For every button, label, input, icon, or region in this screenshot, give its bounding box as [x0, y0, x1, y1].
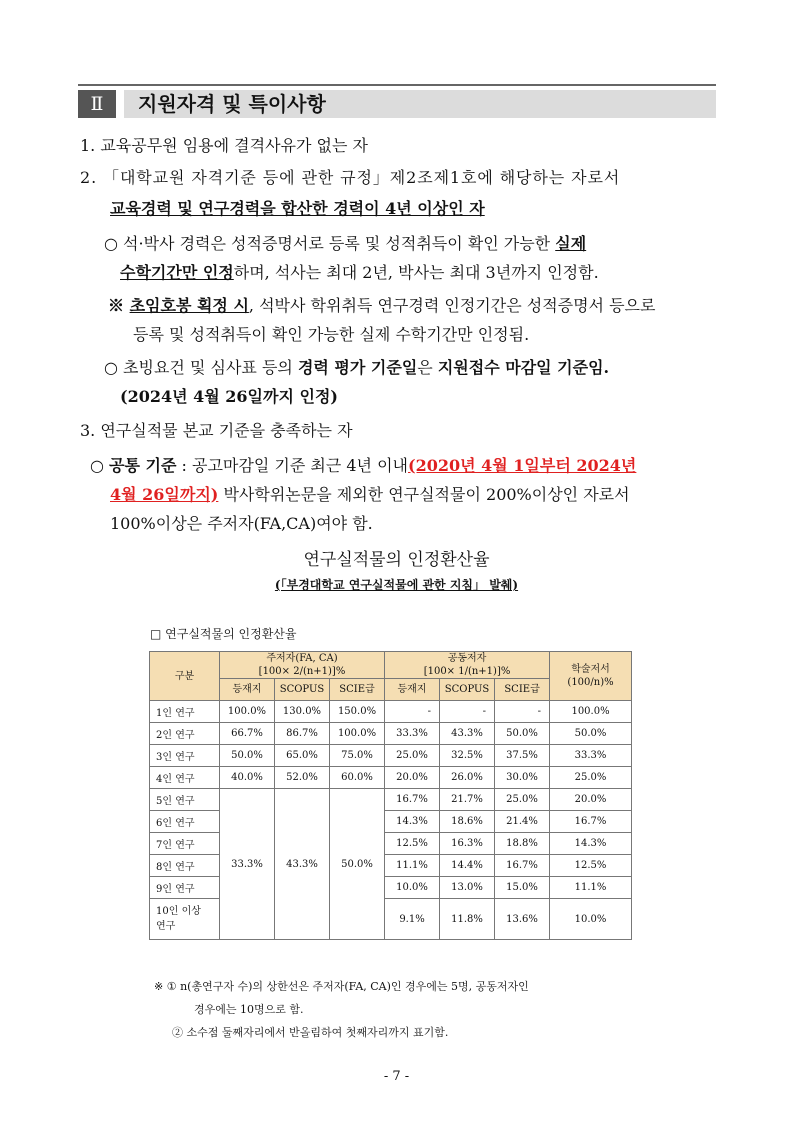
table-cell: 9.1%: [385, 899, 440, 940]
table-cell: 18.8%: [495, 833, 550, 855]
line-10: 3. 연구실적물 본교 기준을 충족하는 자: [80, 421, 353, 440]
table-cell: 14.4%: [440, 855, 495, 877]
line-6-text: , 석박사 학위취득 연구경력 인정기간은 성적증명서 등으로: [248, 296, 656, 315]
merged-cell: 33.3%: [220, 789, 275, 940]
table-cell: 20.0%: [385, 767, 440, 789]
note-2: 경우에는 10명으로 함.: [194, 1003, 304, 1016]
line-6: [108, 293, 655, 316]
table-cell: 130.0%: [275, 701, 330, 723]
line-12: [110, 482, 630, 505]
line-4: [104, 231, 586, 254]
line-11-date: (2020년 4월 1일부터 2024년: [408, 456, 637, 475]
note-1: ※ ① n(총연구자 수)의 상한선은 주저자(FA, CA)인 경우에는 5명, 공동저자인: [154, 980, 529, 993]
subheader-cell: SCOPUS: [275, 679, 330, 701]
table-cell: 13.0%: [440, 877, 495, 899]
table-row: [150, 767, 632, 789]
row-label: 8인 연구: [150, 855, 220, 877]
line-5-emph: 수학기간만 인정: [120, 263, 234, 282]
table-cell: 20.0%: [550, 789, 632, 811]
line-6-emph: 초임호봉 획정 시: [129, 296, 249, 315]
line-8: [104, 355, 609, 378]
row-label: 3인 연구: [150, 745, 220, 767]
section-title: 지원자격 및 특이사항: [124, 90, 716, 118]
table-cell: 10.0%: [385, 877, 440, 899]
table-cell: 66.7%: [220, 723, 275, 745]
table-cell: 16.7%: [550, 811, 632, 833]
line-3: 교육경력 및 연구경력을 합산한 경력이 4년 이상인 자: [110, 199, 485, 218]
section-number: Ⅱ: [78, 90, 116, 118]
subheader-cell: SCIE급: [330, 679, 385, 701]
table-cell: 21.7%: [440, 789, 495, 811]
line-8-emph2: 지원접수 마감일 기준임.: [437, 358, 610, 377]
table-row: [150, 789, 632, 811]
line-2: 2. 「대학교원 자격기준 등에 관한 규정」제2조제1호에 해당하는 자로서: [80, 168, 621, 187]
table-cell: 65.0%: [275, 745, 330, 767]
header-main-formula: [100× 2/(n+1)]%: [258, 666, 346, 677]
table-cell: 26.0%: [440, 767, 495, 789]
subheader-cell: 등재지: [220, 679, 275, 701]
table-cell: 30.0%: [495, 767, 550, 789]
table-cell: -: [495, 701, 550, 723]
line-8-text: ○ 초빙요건 및 심사표 등의: [104, 358, 298, 377]
table-cell: 11.1%: [385, 855, 440, 877]
table-cell: 25.0%: [385, 745, 440, 767]
table-cell: 25.0%: [495, 789, 550, 811]
table-cell: 14.3%: [385, 811, 440, 833]
table-cell: 16.7%: [495, 855, 550, 877]
table-cell: 100.0%: [220, 701, 275, 723]
table-cell: 100.0%: [330, 723, 385, 745]
line-4-emph: 실제: [555, 234, 587, 253]
table-cell: 16.7%: [385, 789, 440, 811]
line-5: [120, 260, 599, 283]
row-label: 4인 연구: [150, 767, 220, 789]
table-cell: 32.5%: [440, 745, 495, 767]
table-cell: 86.7%: [275, 723, 330, 745]
section-header: [78, 84, 716, 120]
row-label: 2인 연구: [150, 723, 220, 745]
table-cell: 33.3%: [385, 723, 440, 745]
table-cell: 12.5%: [550, 855, 632, 877]
source-note: (「부경대학교 연구실적물에 관한 지침」 발췌): [274, 578, 519, 592]
line-11-mark: ○: [90, 456, 110, 475]
table-cell: 11.1%: [550, 877, 632, 899]
line-7: 등록 및 성적취득이 확인 가능한 실제 수학기간만 인정됨.: [133, 325, 530, 344]
table-cell: 50.0%: [220, 745, 275, 767]
table-cell: 150.0%: [330, 701, 385, 723]
table-cell: 25.0%: [550, 767, 632, 789]
page-number: - 7 -: [383, 1069, 410, 1084]
header-co-label: 공동저자: [447, 653, 487, 664]
table-cell: 12.5%: [385, 833, 440, 855]
table-cell: 100.0%: [550, 701, 632, 723]
row-label: 10인 이상 연구: [150, 899, 220, 940]
table-row: [150, 701, 632, 723]
subheader-cell: 등재지: [385, 679, 440, 701]
line-11: [90, 453, 636, 476]
table-cell: 16.3%: [440, 833, 495, 855]
header-book: [550, 652, 632, 701]
table-cell: 75.0%: [330, 745, 385, 767]
line-12-text: 박사학위논문을 제외한 연구실적물이 200%이상인 자로서: [218, 485, 630, 504]
table-cell: 60.0%: [330, 767, 385, 789]
header-book-formula: (100/n)%: [567, 677, 614, 688]
table-cell: 33.3%: [550, 745, 632, 767]
row-label: 5인 연구: [150, 789, 220, 811]
table-cell: 50.0%: [550, 723, 632, 745]
table-cell: 40.0%: [220, 767, 275, 789]
table-cell: 52.0%: [275, 767, 330, 789]
line-1: 1. 교육공무원 임용에 결격사유가 없는 자: [80, 136, 368, 155]
line-4-text: ○ 석·박사 경력은 성적증명서로 등록 및 성적취득이 확인 가능한: [104, 234, 556, 253]
header-group: 구분: [150, 652, 220, 701]
subheader-cell: SCOPUS: [440, 679, 495, 701]
line-9: (2024년 4월 26일까지 인정): [120, 387, 338, 406]
line-12-date: 4월 26일까지): [110, 485, 219, 504]
table-cell: 11.8%: [440, 899, 495, 940]
line-11-text: : 공고마감일 기준 최근 4년 이내: [176, 456, 409, 475]
header-main-author: [220, 652, 385, 679]
table-row: [150, 745, 632, 767]
line-5-text: 하며, 석사는 최대 2년, 박사는 최대 3년까지 인정함.: [233, 263, 599, 282]
table-cell: 13.6%: [495, 899, 550, 940]
header-co-author: [385, 652, 550, 679]
table-row: [150, 723, 632, 745]
subheader-cell: SCIE급: [495, 679, 550, 701]
table-cell: 43.3%: [440, 723, 495, 745]
table-cell: 18.6%: [440, 811, 495, 833]
header-main-label: 주저자(FA, CA): [266, 653, 338, 664]
table-cell: 37.5%: [495, 745, 550, 767]
subtitle: 연구실적물의 인정환산율: [303, 550, 490, 570]
merged-cell: 43.3%: [275, 789, 330, 940]
row-label: 7인 연구: [150, 833, 220, 855]
table-cell: 15.0%: [495, 877, 550, 899]
line-8-emph: 경력 평가 기준일: [297, 358, 418, 377]
line-13: 100%이상은 주저자(FA,CA)여야 함.: [110, 514, 373, 533]
line-8-text2: 은: [417, 358, 438, 377]
table-caption: □ 연구실적물의 인정환산율: [150, 627, 297, 641]
table-cell: 10.0%: [550, 899, 632, 940]
table-cell: -: [385, 701, 440, 723]
row-label: 6인 연구: [150, 811, 220, 833]
header-book-label: 학술저서: [571, 664, 610, 675]
table-cell: 14.3%: [550, 833, 632, 855]
conversion-table: [149, 651, 632, 940]
note-3: ② 소수점 둘째자리에서 반올림하여 첫째자리까지 표기함.: [172, 1026, 449, 1039]
row-label: 1인 연구: [150, 701, 220, 723]
table-cell: 50.0%: [495, 723, 550, 745]
table-cell: 21.4%: [495, 811, 550, 833]
line-6-mark: ※: [108, 296, 130, 315]
table-cell: -: [440, 701, 495, 723]
row-label: 9인 연구: [150, 877, 220, 899]
merged-cell: 50.0%: [330, 789, 385, 940]
header-co-formula: [100× 1/(n+1)]%: [423, 666, 511, 677]
line-11-emph: 공통 기준: [109, 456, 177, 475]
